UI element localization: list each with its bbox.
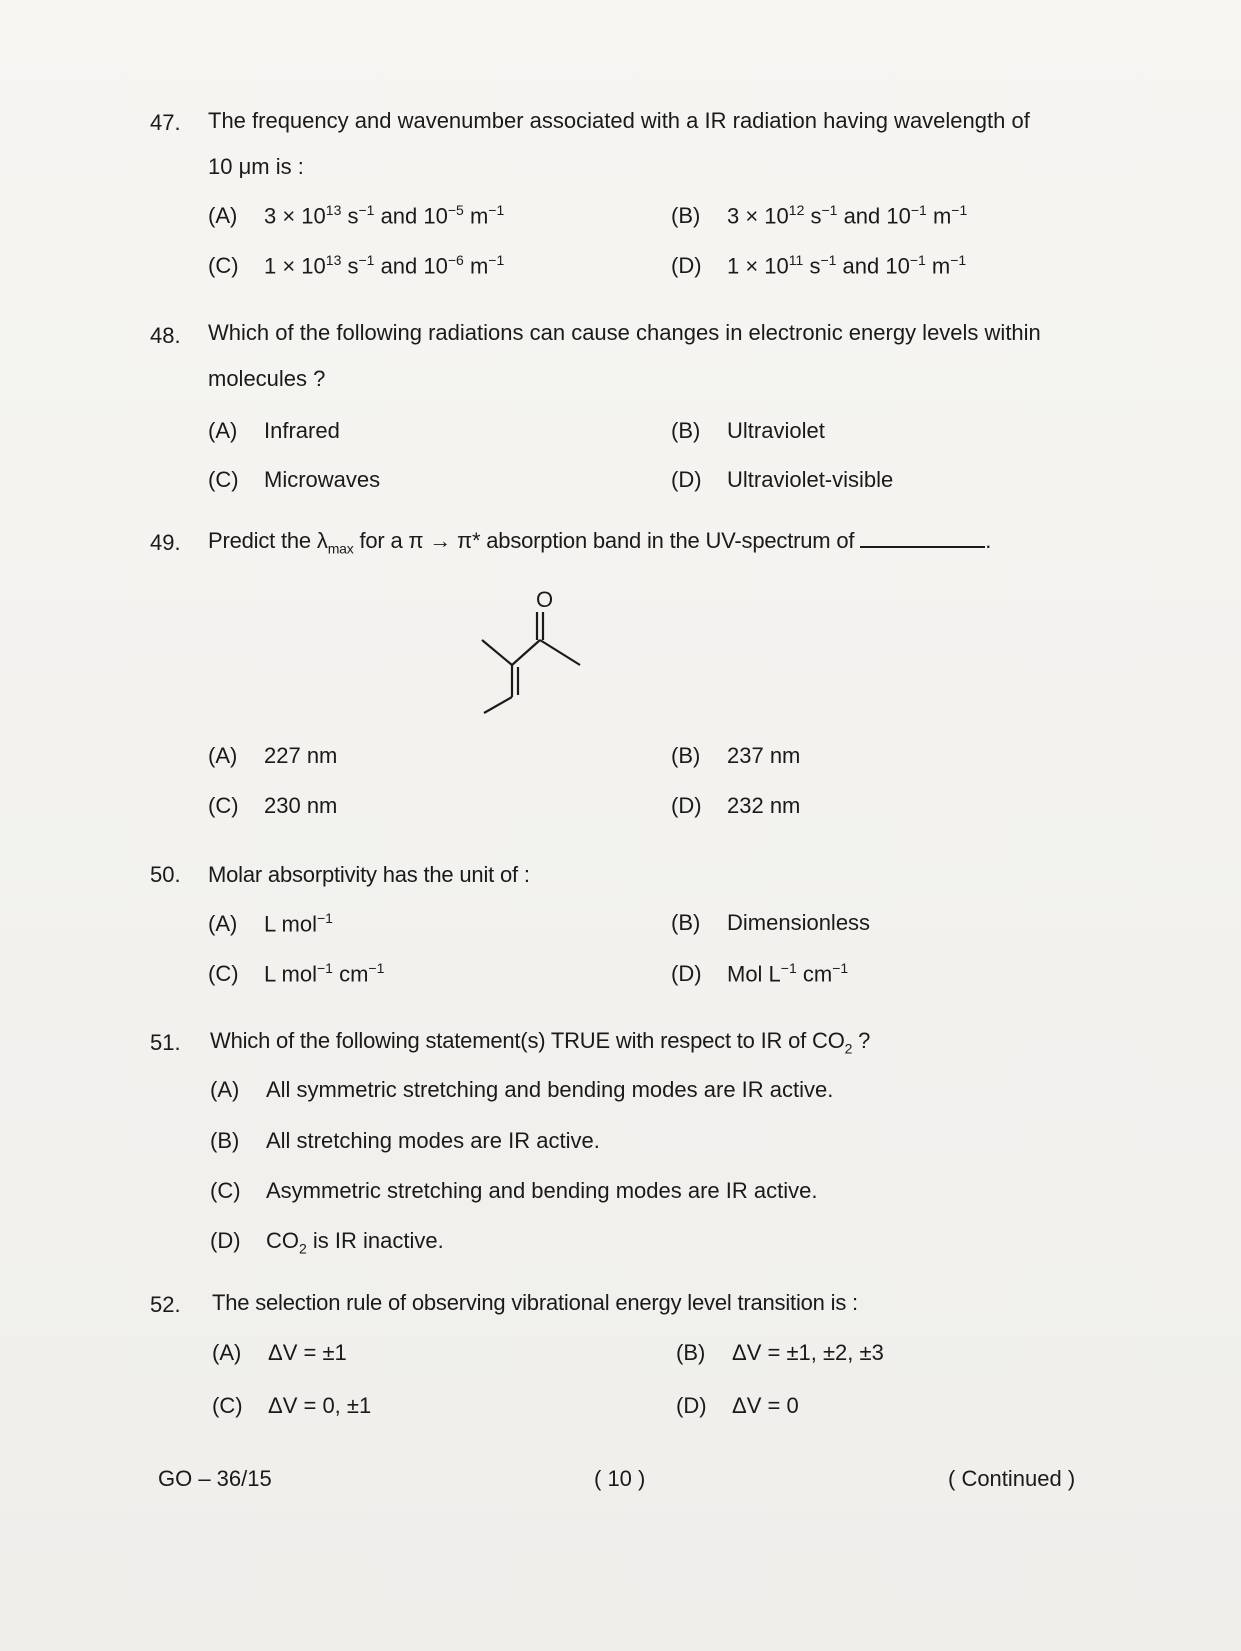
question-stem: Molar absorptivity has the unit of : — [208, 862, 530, 887]
option-text: 3 × 10 — [727, 203, 789, 229]
option-text: m — [925, 253, 951, 279]
superscript: −1 — [488, 202, 505, 218]
option-b — [671, 743, 800, 769]
option-text: s — [341, 253, 359, 279]
superscript: −1 — [832, 960, 849, 976]
option-c — [208, 252, 504, 279]
option-b — [671, 418, 825, 444]
question-number: 50. — [150, 862, 181, 887]
option-text: 1 × 10 — [264, 253, 326, 279]
option-label: (C) — [208, 961, 239, 987]
option-label: (A) — [208, 203, 238, 229]
answer-blank — [860, 546, 985, 548]
question-stem: The selection rule of observing vibrational energy level transition is : — [212, 1290, 858, 1315]
stem-text: for a π → π* absorption band in the UV-spectrum of — [353, 528, 855, 553]
question-stem — [210, 1028, 870, 1056]
option-c — [208, 793, 337, 819]
option-text: 237 nm — [727, 743, 801, 768]
superscript: −1 — [909, 252, 926, 268]
superscript: 11 — [788, 252, 804, 268]
option-label: (D) — [671, 793, 702, 818]
stem-line: 10 μm is : — [208, 154, 304, 179]
option-text: and 10 — [374, 203, 448, 229]
option-text: cm — [332, 961, 369, 987]
option-text: Mol L — [727, 961, 781, 987]
option-text: 1 × 10 — [727, 253, 789, 279]
superscript: 13 — [325, 202, 342, 218]
question-stem — [208, 528, 991, 556]
option-text: m — [463, 253, 489, 279]
option-b — [676, 1340, 884, 1366]
stem-text: Which of the following statement(s) TRUE with respect to IR of CO — [210, 1028, 845, 1053]
methyl-bond — [484, 697, 512, 713]
methyl-bond — [540, 640, 580, 665]
stem-text: ? — [852, 1028, 871, 1053]
option-a — [208, 743, 337, 769]
option-label: (A) — [208, 911, 238, 937]
option-text: and 10 — [837, 203, 911, 229]
option-text: cm — [796, 961, 833, 987]
option-b — [671, 202, 967, 229]
option-label: (C) — [208, 467, 239, 492]
option-label: (A) — [210, 1077, 240, 1102]
stem-text: Predict the λ — [208, 528, 328, 553]
option-text: Microwaves — [264, 467, 381, 492]
option-label: (B) — [671, 418, 701, 443]
option-text: 3 × 10 — [264, 203, 326, 229]
question-number: 49. — [150, 530, 181, 555]
superscript: −1 — [488, 252, 505, 268]
subscript: 2 — [844, 1040, 853, 1057]
stem-text: . — [985, 528, 992, 553]
subscript: 2 — [299, 1240, 307, 1257]
option-label: (C) — [208, 793, 239, 818]
option-d — [676, 1393, 799, 1419]
option-label: (D) — [210, 1228, 241, 1253]
question-stem — [208, 310, 1088, 402]
methyl-bond — [482, 640, 512, 665]
option-d — [210, 1228, 444, 1256]
stem-line: The frequency and wavenumber associated with a IR radiation having wavelength of — [208, 108, 1030, 133]
option-text: ΔV = ±1, ±2, ±3 — [732, 1340, 884, 1365]
option-text: Dimensionless — [727, 910, 871, 935]
option-text: Asymmetric stretching and bending modes are IR active. — [266, 1178, 818, 1203]
superscript: 12 — [788, 202, 805, 218]
superscript: −1 — [951, 202, 968, 218]
alpha-bond — [512, 640, 540, 665]
option-text: s — [803, 253, 821, 279]
option-label: (B) — [210, 1128, 240, 1153]
option-text: ΔV = ±1 — [268, 1340, 347, 1365]
option-text: m — [926, 203, 952, 229]
option-label: (C) — [208, 253, 239, 279]
option-label: (D) — [676, 1393, 707, 1418]
option-a — [210, 1077, 833, 1103]
option-text: 227 nm — [264, 743, 338, 768]
option-text: CO — [266, 1228, 299, 1253]
option-label: (B) — [676, 1340, 706, 1365]
option-text: is IR inactive. — [306, 1228, 444, 1253]
option-a — [212, 1340, 347, 1366]
option-text: All stretching modes are IR active. — [266, 1128, 600, 1153]
superscript: −1 — [358, 252, 375, 268]
superscript: −1 — [316, 960, 333, 976]
enone-structure — [480, 585, 610, 720]
option-text: ΔV = 0, ±1 — [268, 1393, 372, 1418]
question-stem — [208, 98, 1088, 190]
option-label: (A) — [208, 418, 238, 443]
option-text: s — [341, 203, 359, 229]
option-b — [671, 910, 870, 936]
option-d — [671, 793, 800, 819]
oxygen-atom: O — [536, 587, 554, 612]
option-text: and 10 — [836, 253, 910, 279]
subscript: max — [327, 540, 354, 557]
option-text: m — [463, 203, 489, 229]
option-text: All symmetric stretching and bending modes are IR active. — [266, 1077, 834, 1102]
option-label: (C) — [210, 1178, 241, 1203]
option-text: 232 nm — [727, 793, 801, 818]
option-a — [208, 910, 333, 937]
option-label: (B) — [671, 743, 701, 768]
option-d — [671, 467, 893, 493]
option-label: (A) — [208, 743, 238, 768]
option-text: L mol — [264, 911, 317, 937]
page-number: ( 10 ) — [594, 1466, 646, 1491]
option-c — [208, 467, 380, 493]
option-label: (D) — [671, 253, 702, 279]
option-c — [208, 960, 384, 987]
option-a — [208, 418, 340, 444]
superscript: −1 — [780, 960, 797, 976]
superscript: −1 — [316, 910, 333, 926]
superscript: −1 — [358, 202, 375, 218]
stem-line: molecules ? — [208, 366, 326, 391]
option-text: Infrared — [264, 418, 340, 443]
option-text: Ultraviolet-visible — [727, 467, 894, 492]
option-label: (B) — [671, 910, 701, 935]
option-text: and 10 — [374, 253, 448, 279]
option-label: (D) — [671, 961, 702, 987]
continued-label: ( Continued ) — [948, 1466, 1076, 1491]
paper-code: GO – 36/15 — [158, 1466, 272, 1491]
option-text: 230 nm — [264, 793, 338, 818]
option-a — [208, 202, 504, 229]
option-d — [671, 960, 848, 987]
superscript: −5 — [447, 202, 464, 218]
stem-line: Which of the following radiations can cause changes in electronic energy levels within — [208, 320, 1041, 345]
question-number: 47. — [150, 110, 181, 135]
superscript: 13 — [325, 252, 342, 268]
option-label: (B) — [671, 203, 701, 229]
option-label: (C) — [212, 1393, 243, 1418]
superscript: −1 — [820, 252, 837, 268]
option-text: Ultraviolet — [727, 418, 825, 443]
option-c — [210, 1178, 817, 1204]
option-text: s — [804, 203, 822, 229]
option-label: (A) — [212, 1340, 242, 1365]
superscript: −1 — [821, 202, 838, 218]
option-d — [671, 252, 966, 279]
option-c — [212, 1393, 371, 1419]
option-text: ΔV = 0 — [732, 1393, 799, 1418]
superscript: −1 — [368, 960, 385, 976]
question-number: 51. — [150, 1030, 181, 1055]
question-number: 52. — [150, 1292, 181, 1317]
question-number: 48. — [150, 323, 181, 348]
superscript: −6 — [447, 252, 464, 268]
superscript: −1 — [950, 252, 967, 268]
superscript: −1 — [910, 202, 927, 218]
option-text: L mol — [264, 961, 317, 987]
option-b — [210, 1128, 600, 1154]
option-label: (D) — [671, 467, 702, 492]
